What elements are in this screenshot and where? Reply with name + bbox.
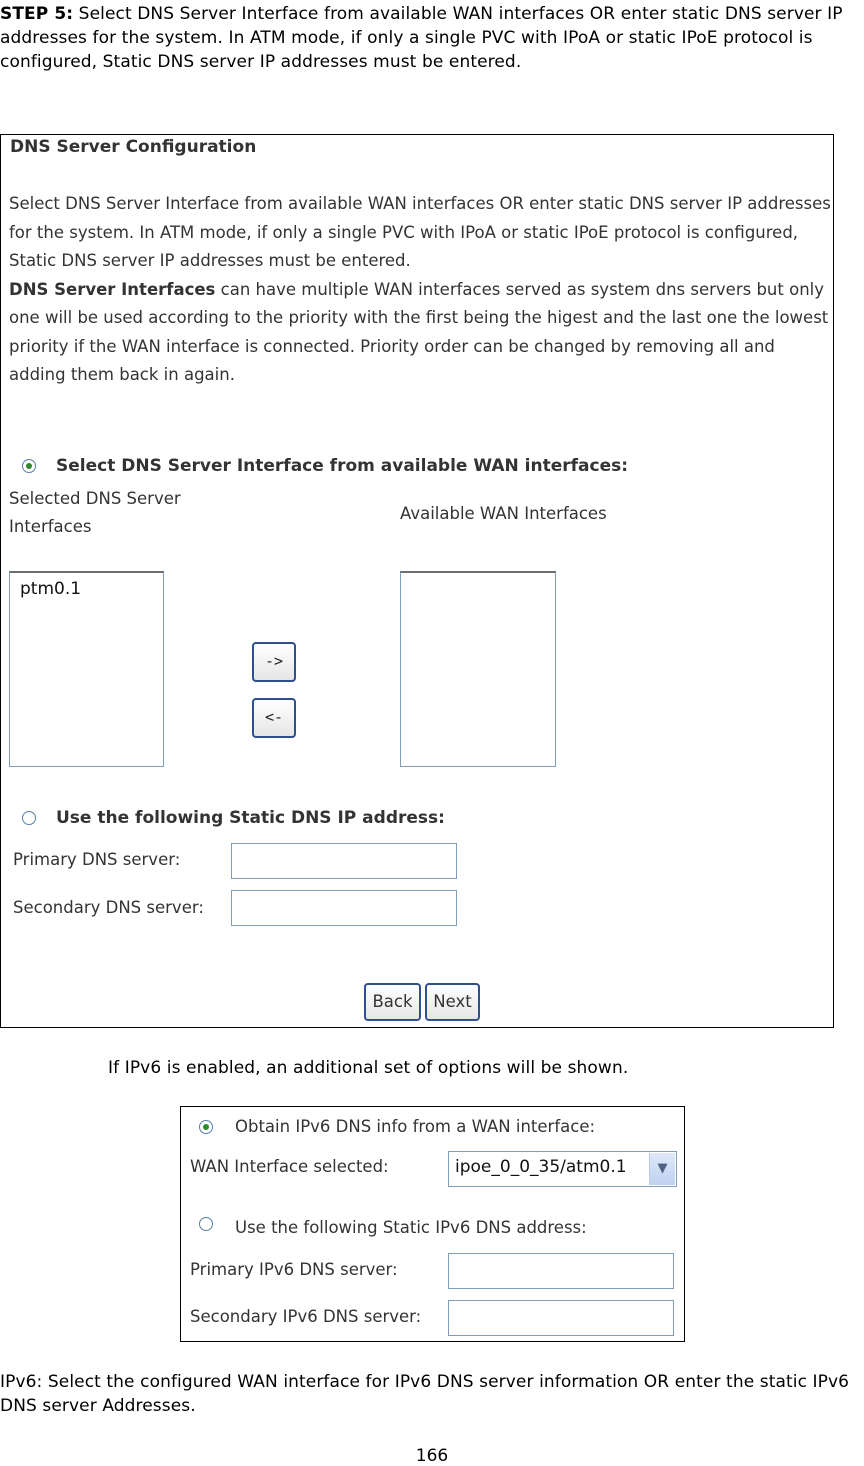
- radio-checked-icon[interactable]: [199, 1120, 213, 1134]
- available-interfaces-label: Available WAN Interfaces: [400, 504, 607, 523]
- chevron-down-icon[interactable]: ▼: [649, 1153, 675, 1185]
- ipv6-note: If IPv6 is enabled, an additional set of options will be shown.: [108, 1058, 629, 1078]
- ipv6-description: IPv6: Select the configured WAN interface for IPv6 DNS server information OR enter the static IPv6 DNS server Addresses.: [0, 1372, 850, 1416]
- dns-server-config-screenshot: [0, 134, 834, 1028]
- radio-unchecked-icon[interactable]: [199, 1217, 213, 1231]
- dns-config-desc-bold: DNS Server Interfaces: [9, 279, 216, 299]
- step-intro: [0, 2, 864, 74]
- next-button[interactable]: Next: [425, 983, 480, 1021]
- ipv6-dns-screenshot: [180, 1106, 685, 1342]
- selected-interfaces-label: [9, 485, 181, 541]
- option-static-label: Use the following Static DNS IP address:: [56, 808, 445, 828]
- selected-label-line2: Interfaces: [9, 517, 92, 536]
- dns-config-title: DNS Server Configuration: [10, 137, 257, 157]
- selected-interfaces-list[interactable]: [9, 571, 164, 767]
- secondary-ipv6-dns-label: Secondary IPv6 DNS server:: [190, 1307, 422, 1326]
- step-label: STEP 5:: [0, 4, 74, 24]
- add-interface-button[interactable]: ->: [252, 642, 296, 682]
- primary-ipv6-dns-input[interactable]: [448, 1253, 674, 1289]
- option-interface-label: Select DNS Server Interface from available WAN interfaces:: [56, 456, 629, 476]
- list-item[interactable]: ptm0.1: [20, 579, 82, 599]
- step-text: Select DNS Server Interface from available WAN interfaces OR enter static DNS server IP addresses for the system. In ATM mode, if only a single PVC with IPoA or static IPoE protocol is configured, Static DNS server IP addresses must be entered.: [0, 4, 843, 72]
- option-ipv6-wan-label: Obtain IPv6 DNS info from a WAN interface:: [235, 1117, 596, 1136]
- radio-unchecked-icon[interactable]: [22, 811, 36, 825]
- available-interfaces-list[interactable]: [400, 571, 556, 767]
- dns-config-desc-2: can have multiple WAN interfaces served as system dns servers but only one will be used according to the priority with the first being the higest and the last one the lowest priority if the WAN interface is connected. Priority order can be changed by removing all and adding them back in again.: [9, 279, 829, 384]
- option-ipv6-static-label: Use the following Static IPv6 DNS address:: [235, 1218, 587, 1237]
- dns-config-description: [9, 190, 831, 390]
- wan-interface-value: ipoe_0_0_35/atm0.1: [455, 1157, 627, 1177]
- back-button[interactable]: Back: [364, 983, 421, 1021]
- primary-dns-label: Primary DNS server:: [13, 850, 181, 869]
- page-number: 166: [415, 1446, 449, 1466]
- remove-interface-button[interactable]: <-: [252, 698, 296, 738]
- secondary-dns-input[interactable]: [231, 890, 457, 926]
- dns-config-desc-1: Select DNS Server Interface from available WAN interfaces OR enter static DNS server IP addresses for the system. In ATM mode, if only a single PVC with IPoA or static IPoE protocol is configured, Static DNS server IP addresses must be entered.: [9, 194, 831, 270]
- radio-checked-icon[interactable]: [22, 459, 36, 473]
- primary-dns-input[interactable]: [231, 843, 457, 879]
- secondary-dns-label: Secondary DNS server:: [13, 898, 204, 917]
- wan-interface-label: WAN Interface selected:: [190, 1157, 389, 1176]
- secondary-ipv6-dns-input[interactable]: [448, 1300, 674, 1336]
- selected-label-line1: Selected DNS Server: [9, 489, 181, 508]
- primary-ipv6-dns-label: Primary IPv6 DNS server:: [190, 1260, 398, 1279]
- wan-interface-select[interactable]: [448, 1151, 677, 1187]
